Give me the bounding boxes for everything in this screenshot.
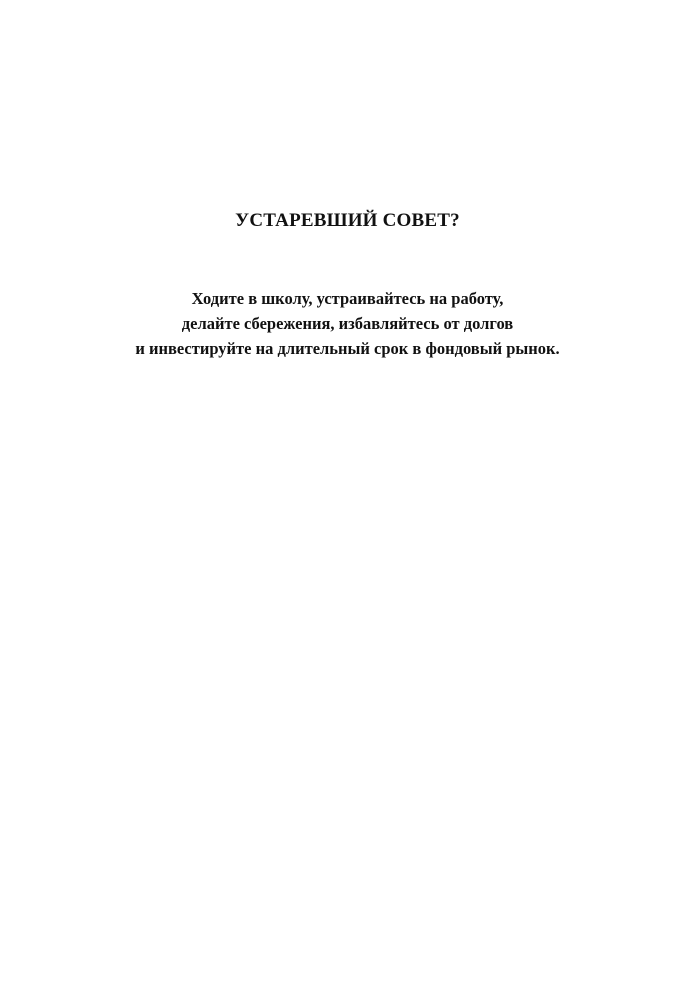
page-title: УСТАРЕВШИЙ СОВЕТ? [235,210,460,231]
epigraph-line-1: Ходите в школу, устраивайтесь на работу, [191,289,504,308]
epigraph [0,286,695,361]
epigraph-line-3: и инвестируйте на длительный срок в фондовый рынок. [135,339,560,358]
epigraph-line-2: делайте сбережения, избавляйтесь от долгов [181,314,514,333]
